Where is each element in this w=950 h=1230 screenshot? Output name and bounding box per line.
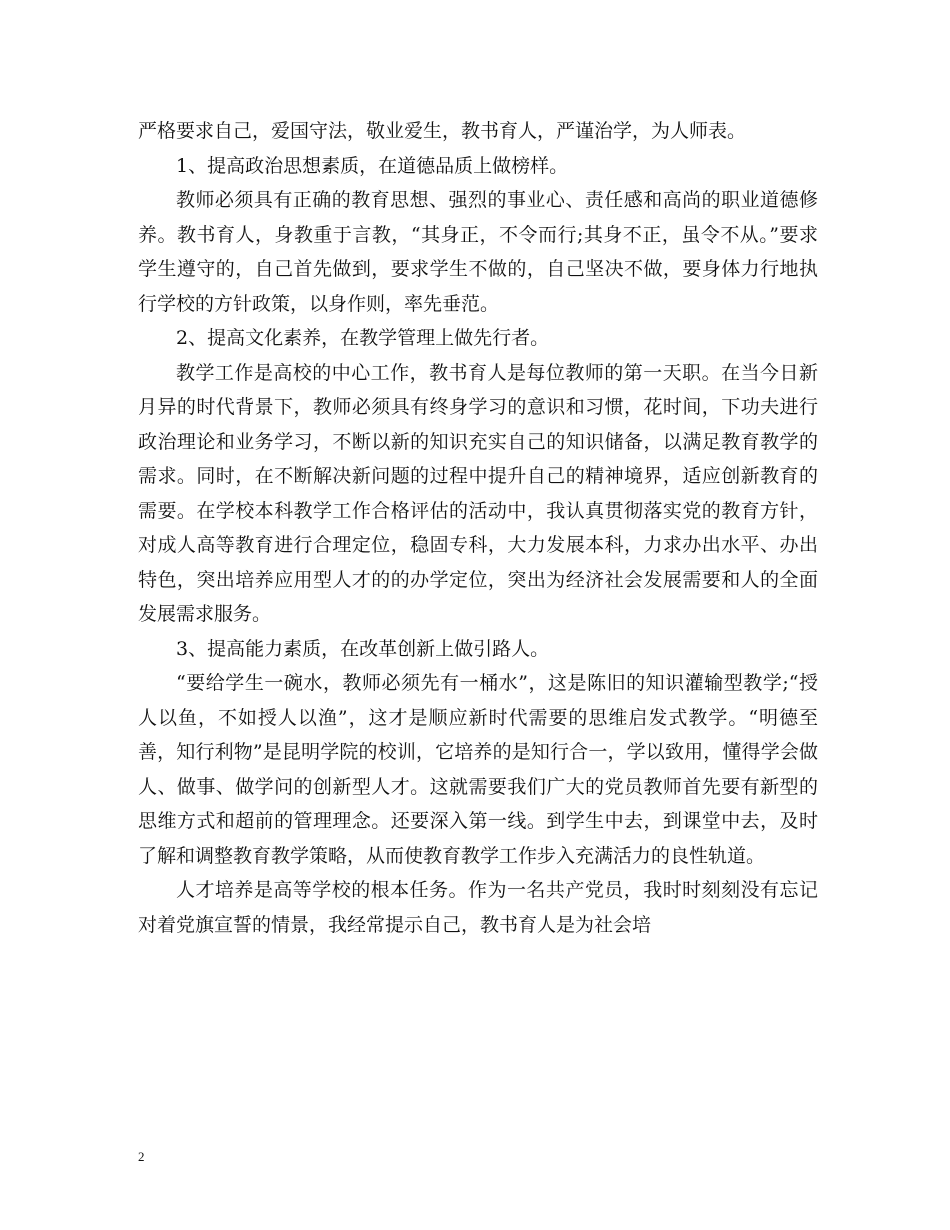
page-number: 2	[138, 1149, 145, 1164]
heading-ability-quality: 3、提高能力素质，在改革创新上做引路人。	[176, 637, 550, 660]
heading-cultural-literacy: 2、提高文化素养，在教学管理上做先行者。	[176, 327, 550, 349]
document-body	[138, 114, 818, 942]
paragraph-teacher-ethics: 教师必须具有正确的教育思想、强烈的事业心、责任感和高尚的职业道德修养。教书育人，身教重于言教，“其身正，不令而行;其身不正，虽令不从。”要求学生遵守的，自己首先做到，要求学生不做的，自己坚决不做，要身体力行地执行学校的方针政策，以身作则，率先垂范。	[138, 189, 818, 315]
paragraph-1: 严格要求自己，爱国守法，敬业爱生，教书育人，严谨治学，为人师表。	[138, 120, 747, 142]
heading-political-quality: 1、提高政治思想素质，在道德品质上做榜样。	[176, 154, 569, 177]
paragraph-innovation: “要给学生一碗水，教师必须先有一桶水”，这是陈旧的知识灌输型教学;“授人以鱼，不如授人以渔”，这才是顺应新时代需要的思维启发式教学。“明德至善，知行利物”是昆明学院的校训，它培养的是知行合一，学以致用，懂得学会做人、做事、做学问的创新型人才。这就需要我们广大的党员教师首先要有新型的思维方式和超前的管理理念。还要深入第一线。到学生中去，到课堂中去，及时了解和调整教育教学策略，从而使教育教学工作步入充满活力的良性轨道。	[138, 672, 818, 867]
paragraph-teaching-work: 教学工作是高校的中心工作，教书育人是每位教师的第一天职。在当今日新月异的时代背景下，教师必须具有终身学习的意识和习惯，花时间，下功夫进行政治理论和业务学习，不断以新的知识充实自己的知识储备，以满足教育教学的需求。同时，在不断解决新问题的过程中提升自己的精神境界，适应创新教育的需要。在学校本科教学工作合格评估的活动中，我认真贯彻落实党的教育方针，对成人高等教育进行合理定位，稳固专科，大力发展本科，力求办出水平、办出特色，突出培养应用型人才的的办学定位，突出为经济社会发展需要和人的全面发展需求服务。	[138, 361, 818, 625]
paragraph-talent-cultivation: 人才培养是高等学校的根本任务。作为一名共产党员，我时时刻刻没有忘记对着党旗宣誓的情景，我经常提示自己，教书育人是为社会培	[138, 879, 818, 936]
